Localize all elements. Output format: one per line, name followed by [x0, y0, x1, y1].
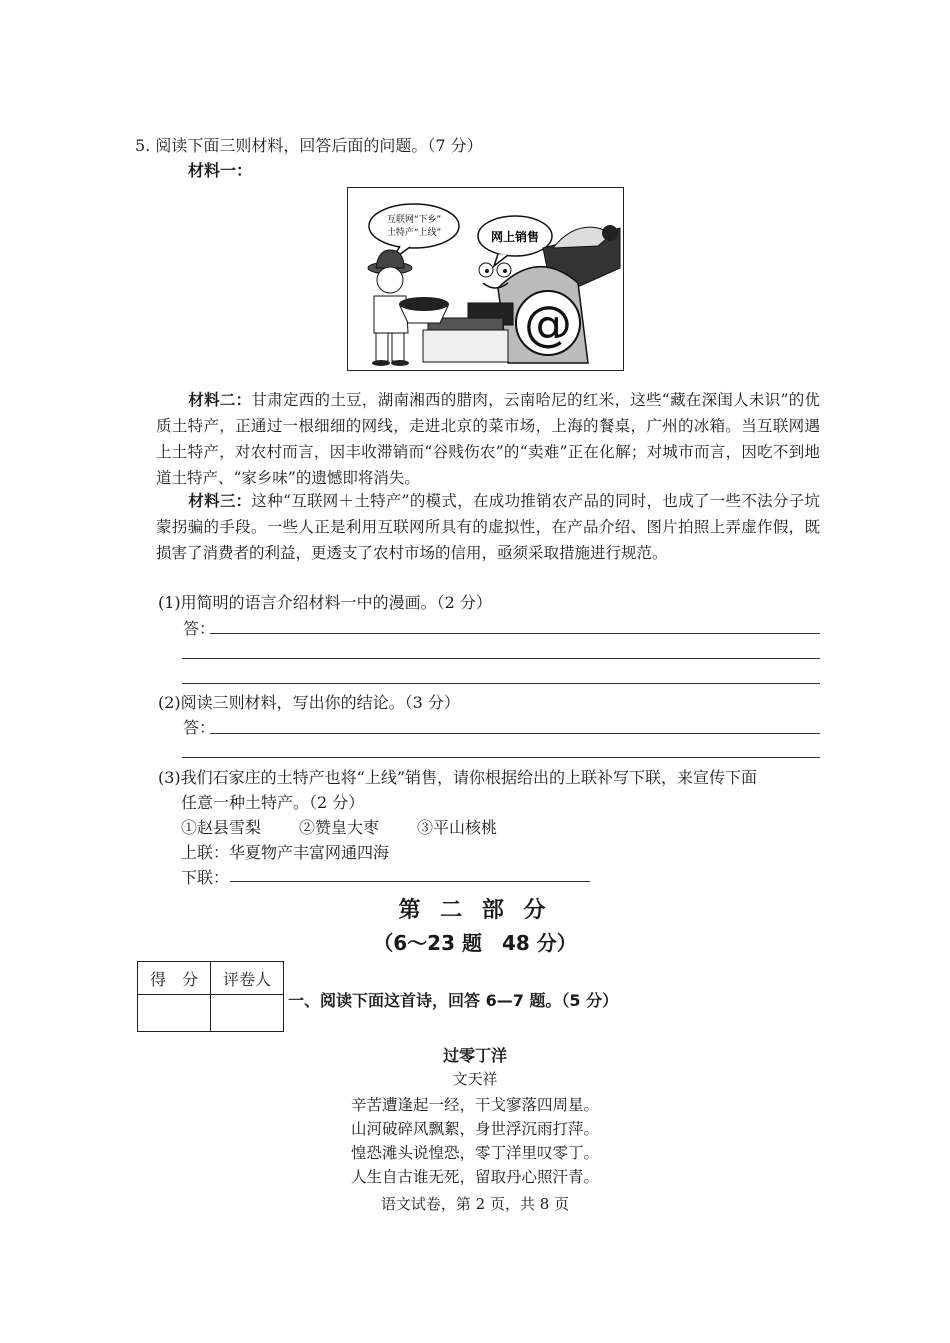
grader-header: 评卷人	[211, 962, 284, 995]
material-3-label: 材料三：	[188, 491, 252, 510]
option-1: ①赵县雪梨	[181, 818, 262, 837]
lower-couplet-line[interactable]	[230, 881, 590, 882]
cartoon-drawing	[348, 188, 622, 369]
poem-line: 惶恐滩头说惶恐，零丁洋里叹零丁。	[350, 1144, 599, 1162]
sub-question-2: (2)阅读三则材料，写出你的结论。（3 分）	[158, 693, 460, 712]
sub-question-3-line-1: (3)我们石家庄的土特产也将“上线”销售，请你根据给出的上联补写下联，来宣传下面	[158, 768, 758, 787]
page-footer: 语文试卷，第 2 页，共 8 页	[380, 1195, 570, 1213]
answer-line[interactable]	[182, 757, 820, 758]
score-header: 得 分	[138, 962, 211, 995]
material-2-paragraph	[156, 387, 820, 491]
question-5-stem: 5. 阅读下面三则材料，回答后面的问题。（7 分）	[135, 136, 483, 155]
poem-title: 过零丁洋	[442, 1046, 507, 1065]
part-2-subtitle: （6～23 题 48 分）	[373, 931, 577, 955]
option-2: ②赞皇大枣	[299, 818, 380, 837]
answer-line[interactable]	[182, 658, 820, 659]
cartoon-at-sign: @	[524, 296, 572, 352]
section-1-heading: 一、阅读下面这首诗，回答 6—7 题。（5 分）	[288, 991, 619, 1010]
part-2-title: 第 二 部 分	[398, 898, 552, 923]
cartoon-bubble-right: 网上销售	[490, 230, 540, 244]
material-2-label: 材料二：	[188, 390, 252, 409]
answer-line[interactable]	[210, 733, 820, 734]
answer-line[interactable]	[210, 633, 820, 634]
material-3-text: 这种“互联网＋土特产”的模式，在成功推销农产品的同时，也成了一些不法分子坑蒙拐骗的手段。一些人正是利用互联网所具有的虚拟性，在产品介绍、图片拍照上弄虚作假，既损害了消费者的利益，更透支了农村市场的信用，亟须采取措施进行规范。	[156, 492, 820, 562]
upper-couplet: 上联：华夏物产丰富网通四海	[181, 843, 390, 862]
poem-line: 辛苦遭逢起一经，干戈寥落四周星。	[350, 1096, 599, 1114]
material-2-text: 甘肃定西的土豆，湖南湘西的腊肉，云南哈尼的红米，这些“藏在深闺人未识”的优质土特产，正通过一根细细的网线，走进北京的菜市场，上海的餐桌，广州的冰箱。当互联网遇上土特产，对农村而言，因丰收滞销而“谷贱伤农”的“卖难”正在化解；对城市而言，因吃不到地道土特产、“家乡味”的遗憾即将消失。	[156, 391, 820, 487]
cartoon-illustration	[347, 187, 624, 371]
score-table	[137, 961, 284, 1032]
poem-line: 山河破碎风飘絮，身世浮沉雨打萍。	[350, 1120, 599, 1138]
lower-couplet-label: 下联：	[181, 868, 230, 887]
sub-question-1: (1)用简明的语言介绍材料一中的漫画。（2 分）	[158, 593, 492, 612]
cartoon-bubble-left-2: 土特产“上线”	[386, 228, 442, 238]
answer-label-2: 答：	[183, 718, 216, 737]
poem-line: 人生自古谁无死，留取丹心照汗青。	[350, 1168, 599, 1186]
option-3: ③平山核桃	[417, 818, 498, 837]
options-row	[181, 815, 535, 838]
material-1-label: 材料一：	[188, 161, 253, 180]
answer-label-1: 答：	[183, 619, 216, 638]
score-cell[interactable]	[138, 995, 211, 1032]
sub-question-3-line-2: 任意一种土特产。（2 分）	[181, 793, 365, 812]
grader-cell[interactable]	[211, 995, 284, 1032]
answer-line[interactable]	[182, 683, 820, 684]
cartoon-bubble-left-1: 互联网“下乡”	[386, 215, 442, 225]
material-3-paragraph	[156, 488, 820, 566]
poem-author: 文天祥	[452, 1070, 498, 1088]
